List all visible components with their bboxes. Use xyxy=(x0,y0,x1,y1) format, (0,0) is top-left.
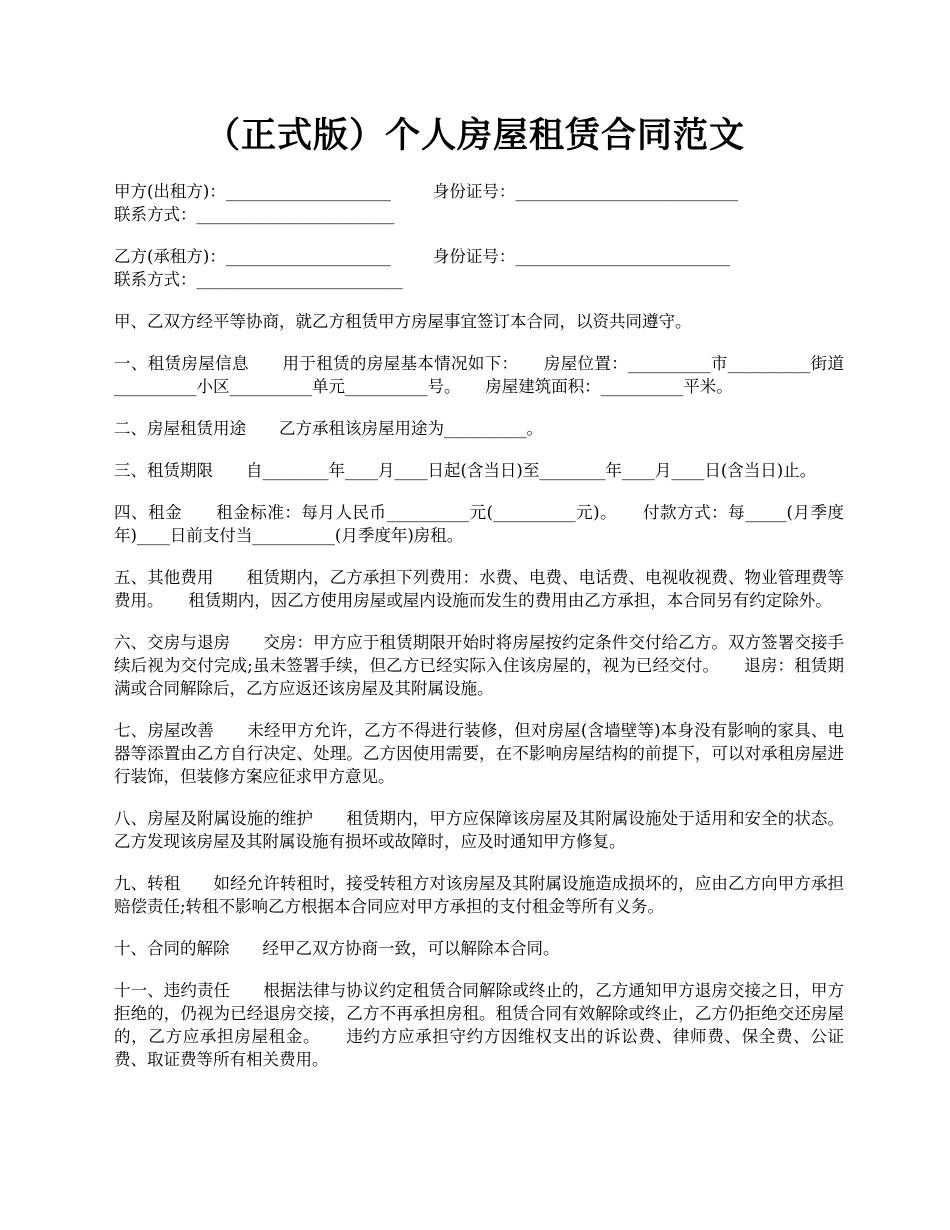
party-b-block xyxy=(114,245,844,291)
clause-1-lease-info: 一、租赁房屋信息 用于租赁的房屋基本情况如下： 房屋位置：__________市__________街道__________小区__________单元__________号。 房屋建筑面积：__________平米。 xyxy=(114,354,844,396)
party-b-contact-line: 联系方式：_________________________ xyxy=(114,270,403,289)
clause-7-improvement: 七、房屋改善 未经甲方允许，乙方不得进行装修，但对房屋(含墙壁等)本身没有影响的家具、电器等添置由乙方自行决定、处理。乙方因使用需要，在不影响房屋结构的前提下，可以对承租房屋进行装饰，但装修方案应征求甲方意见。 xyxy=(114,721,844,786)
clause-4-rent: 四、租金 租金标准：每月人民币__________元(__________元)。 付款方式：每_____(月季度年)____日前支付当__________(月季度年)房租。 xyxy=(114,503,844,545)
clause-5-other-fees: 五、其他费用 租赁期内，乙方承担下列费用：水费、电费、电话费、电视收视费、物业管理费等费用。 租赁期内，因乙方使用房屋或屋内设施而发生的费用由乙方承担，本合同另有约定除外。 xyxy=(114,568,844,610)
clause-6-handover: 六、交房与退房 交房：甲方应于租赁期限开始时将房屋按约定条件交付给乙方。双方签署交接手续后视为交付完成;虽未签署手续，但乙方已经实际入住该房屋的，视为已经交付。 退房：租赁期满或合同解除后，乙方应返还该房屋及其附属设施。 xyxy=(114,633,844,698)
clause-10-termination: 十、合同的解除 经甲乙双方协商一致，可以解除本合同。 xyxy=(114,939,560,958)
party-b-name-id-line: 乙方(承租方)：____________________ 身份证号：__________________________ xyxy=(114,247,730,266)
clause-8-maintenance: 八、房屋及附属设施的维护 租赁期内，甲方应保障该房屋及其附属设施处于适用和安全的状态。乙方发现该房屋及其附属设施有损坏或故障时，应及时通知甲方修复。 xyxy=(114,809,844,851)
clause-11-liability: 十一、违约责任 根据法律与协议约定租赁合同解除或终止的，乙方通知甲方退房交接之日，甲方拒绝的，仍视为已经退房交接，乙方不再承担房租。租赁合同有效解除或终止，乙方仍拒绝交还房屋的，乙方应承担房屋租金。 违约方应承担守约方因维权支出的诉讼费、律师费、保全费、公证费、取证费等所有相关费用。 xyxy=(114,981,844,1069)
clause-2-usage: 二、房屋租赁用途 乙方承租该房屋用途为__________。 xyxy=(114,419,543,438)
document-body xyxy=(114,180,844,1090)
clause-9-sublease: 九、转租 如经允许转租时，接受转租方对该房屋及其附属设施造成损坏的，应由乙方向甲方承担赔偿责任;转租不影响乙方根据本合同应对甲方承担的支付租金等所有义务。 xyxy=(114,874,844,916)
party-a-contact-line: 联系方式：________________________ xyxy=(114,205,395,224)
party-a-block xyxy=(114,180,844,226)
party-a-name-id-line: 甲方(出租方)：____________________ 身份证号：___________________________ xyxy=(114,182,739,201)
document-title: （正式版）个人房屋租赁合同范文 xyxy=(204,115,745,156)
intro-paragraph: 甲、乙双方经平等协商，就乙方租赁甲方房屋事宜签订本合同，以资共同遵守。 xyxy=(114,312,692,331)
clause-3-term: 三、租赁期限 自________年____月____日起(含当日)至________年____月____日(含当日)止。 xyxy=(114,461,817,480)
